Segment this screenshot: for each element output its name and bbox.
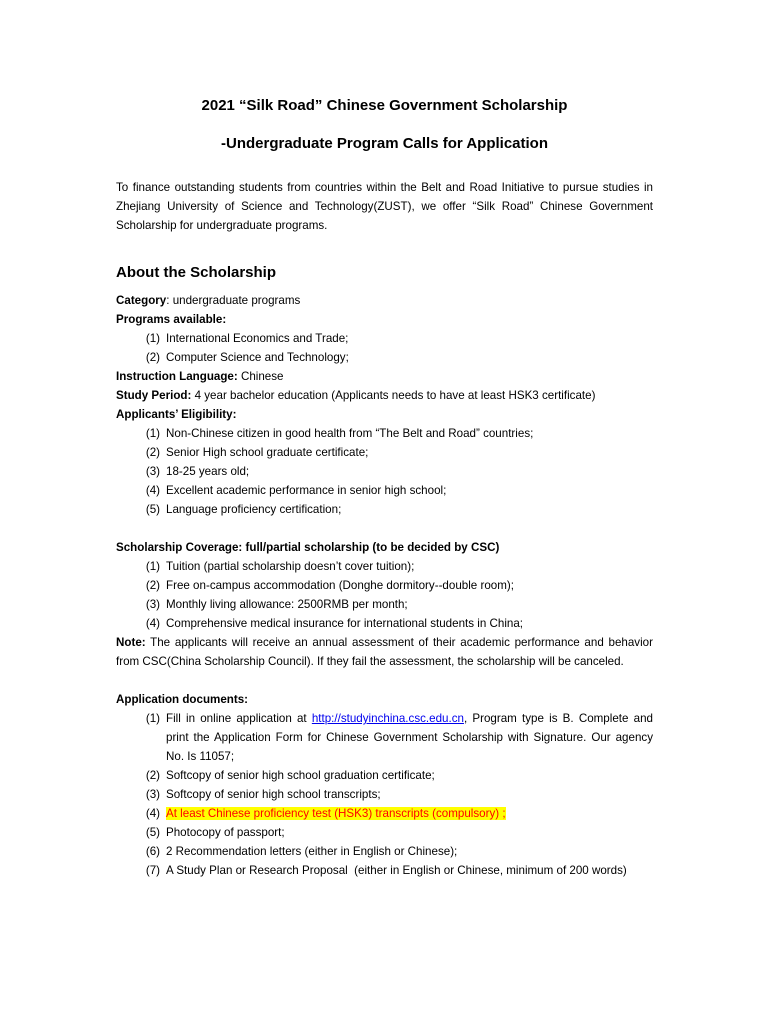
list-text: Non-Chinese citizen in good health from “The Belt and Road” countries;: [166, 427, 534, 440]
intro-paragraph: To finance outstanding students from countries within the Belt and Road Initiative to pursue studies in Zhejiang University of Science and Technology(ZUST), we offer “Silk Road” Chinese Government Scholarship for undergraduate programs.: [116, 181, 653, 232]
application-link[interactable]: http://studyinchina.csc.edu.cn: [311, 712, 464, 725]
list-text: Computer Science and Technology;: [166, 351, 349, 364]
note-label: Note:: [116, 636, 146, 649]
document-page: [116, 96, 653, 880]
list-text: [166, 709, 653, 766]
list-number: (7): [145, 864, 160, 877]
list-number: (1): [145, 427, 160, 440]
category-line: [116, 291, 653, 310]
list-item: [116, 329, 653, 348]
list-text: International Economics and Trade;: [166, 332, 349, 345]
eligibility-label: Applicants’ Eligibility:: [116, 408, 237, 421]
list-item: [116, 823, 653, 842]
document-subtitle: -Undergraduate Program Calls for Application: [221, 135, 548, 152]
list-item: [116, 614, 653, 633]
category-label: Category: [116, 294, 167, 307]
list-number: (5): [145, 826, 160, 839]
list-item: [116, 766, 653, 785]
list-text: Photocopy of passport;: [166, 826, 285, 839]
list-item: [116, 500, 653, 519]
list-item: [116, 861, 653, 880]
document-title: 2021 “Silk Road” Chinese Government Scholarship: [201, 97, 568, 114]
spacer: [116, 671, 653, 690]
list-number: (2): [145, 769, 160, 782]
list-number: (1): [145, 332, 160, 345]
period-value: 4 year bachelor education (Applicants needs to have at least HSK3 certificate): [191, 389, 596, 402]
note-paragraph: [116, 633, 653, 671]
note-text: The applicants will receive an annual assessment of their academic performance and behavior from CSC(China Scholarship Council). If they fail the assessment, the scholarship will be canceled.: [116, 636, 653, 668]
list-item: [116, 804, 653, 823]
doc1-text-after: , Program type is B. Complete and print the Application Form for Chinese Government Scholarship with Signature. Our agency No. Is 11057;: [166, 712, 653, 763]
period-label: Study Period:: [116, 389, 192, 402]
list-number: (1): [145, 712, 160, 725]
list-item: [116, 462, 653, 481]
list-text: Monthly living allowance: 2500RMB per month;: [166, 598, 408, 611]
list-number: (4): [145, 617, 160, 630]
documents-label: Application documents:: [116, 693, 249, 706]
list-item: [116, 443, 653, 462]
list-text: Excellent academic performance in senior high school;: [166, 484, 447, 497]
list-text: 18-25 years old;: [166, 465, 250, 478]
list-number: (1): [145, 560, 160, 573]
programs-label: Programs available:: [116, 313, 227, 326]
language-label: Instruction Language:: [116, 370, 238, 383]
spacer: [116, 519, 653, 538]
list-item: [116, 842, 653, 861]
list-text-highlighted: [166, 804, 653, 823]
list-text: Senior High school graduate certificate;: [166, 446, 369, 459]
list-item: [116, 576, 653, 595]
language-line: [116, 367, 653, 386]
list-text: Comprehensive medical insurance for international students in China;: [166, 617, 524, 630]
language-value: Chinese: [237, 370, 284, 383]
list-text: A Study Plan or Research Proposal (either in English or Chinese, minimum of 200 words): [166, 864, 627, 877]
coverage-label: Scholarship Coverage: full/partial scholarship (to be decided by CSC): [116, 541, 500, 554]
list-number: (3): [145, 598, 160, 611]
list-item: [116, 424, 653, 443]
list-number: (5): [145, 503, 160, 516]
list-number: (3): [145, 788, 160, 801]
period-line: [116, 386, 653, 405]
list-text: 2 Recommendation letters (either in English or Chinese);: [166, 845, 458, 858]
category-value: : undergraduate programs: [166, 294, 301, 307]
list-number: (2): [145, 351, 160, 364]
list-number: (2): [145, 579, 160, 592]
list-text: Softcopy of senior high school graduation certificate;: [166, 769, 435, 782]
list-number: (3): [145, 465, 160, 478]
list-item: [116, 348, 653, 367]
list-number: (2): [145, 446, 160, 459]
list-item: [116, 557, 653, 576]
list-item: [116, 481, 653, 500]
list-item: [116, 709, 653, 766]
list-number: (4): [145, 484, 160, 497]
list-number: (4): [145, 807, 160, 820]
list-text: Tuition (partial scholarship doesn’t cover tuition);: [166, 560, 415, 573]
list-text: Free on-campus accommodation (Donghe dormitory--double room);: [166, 579, 514, 592]
doc1-text-before: Fill in online application at: [166, 712, 312, 725]
highlighted-requirement: At least Chinese proficiency test (HSK3) transcripts (compulsory) ;: [166, 807, 506, 820]
list-text: Softcopy of senior high school transcripts;: [166, 788, 381, 801]
about-heading: About the Scholarship: [116, 264, 277, 281]
list-text: Language proficiency certification;: [166, 503, 342, 516]
list-number: (6): [145, 845, 160, 858]
list-item: [116, 785, 653, 804]
list-item: [116, 595, 653, 614]
